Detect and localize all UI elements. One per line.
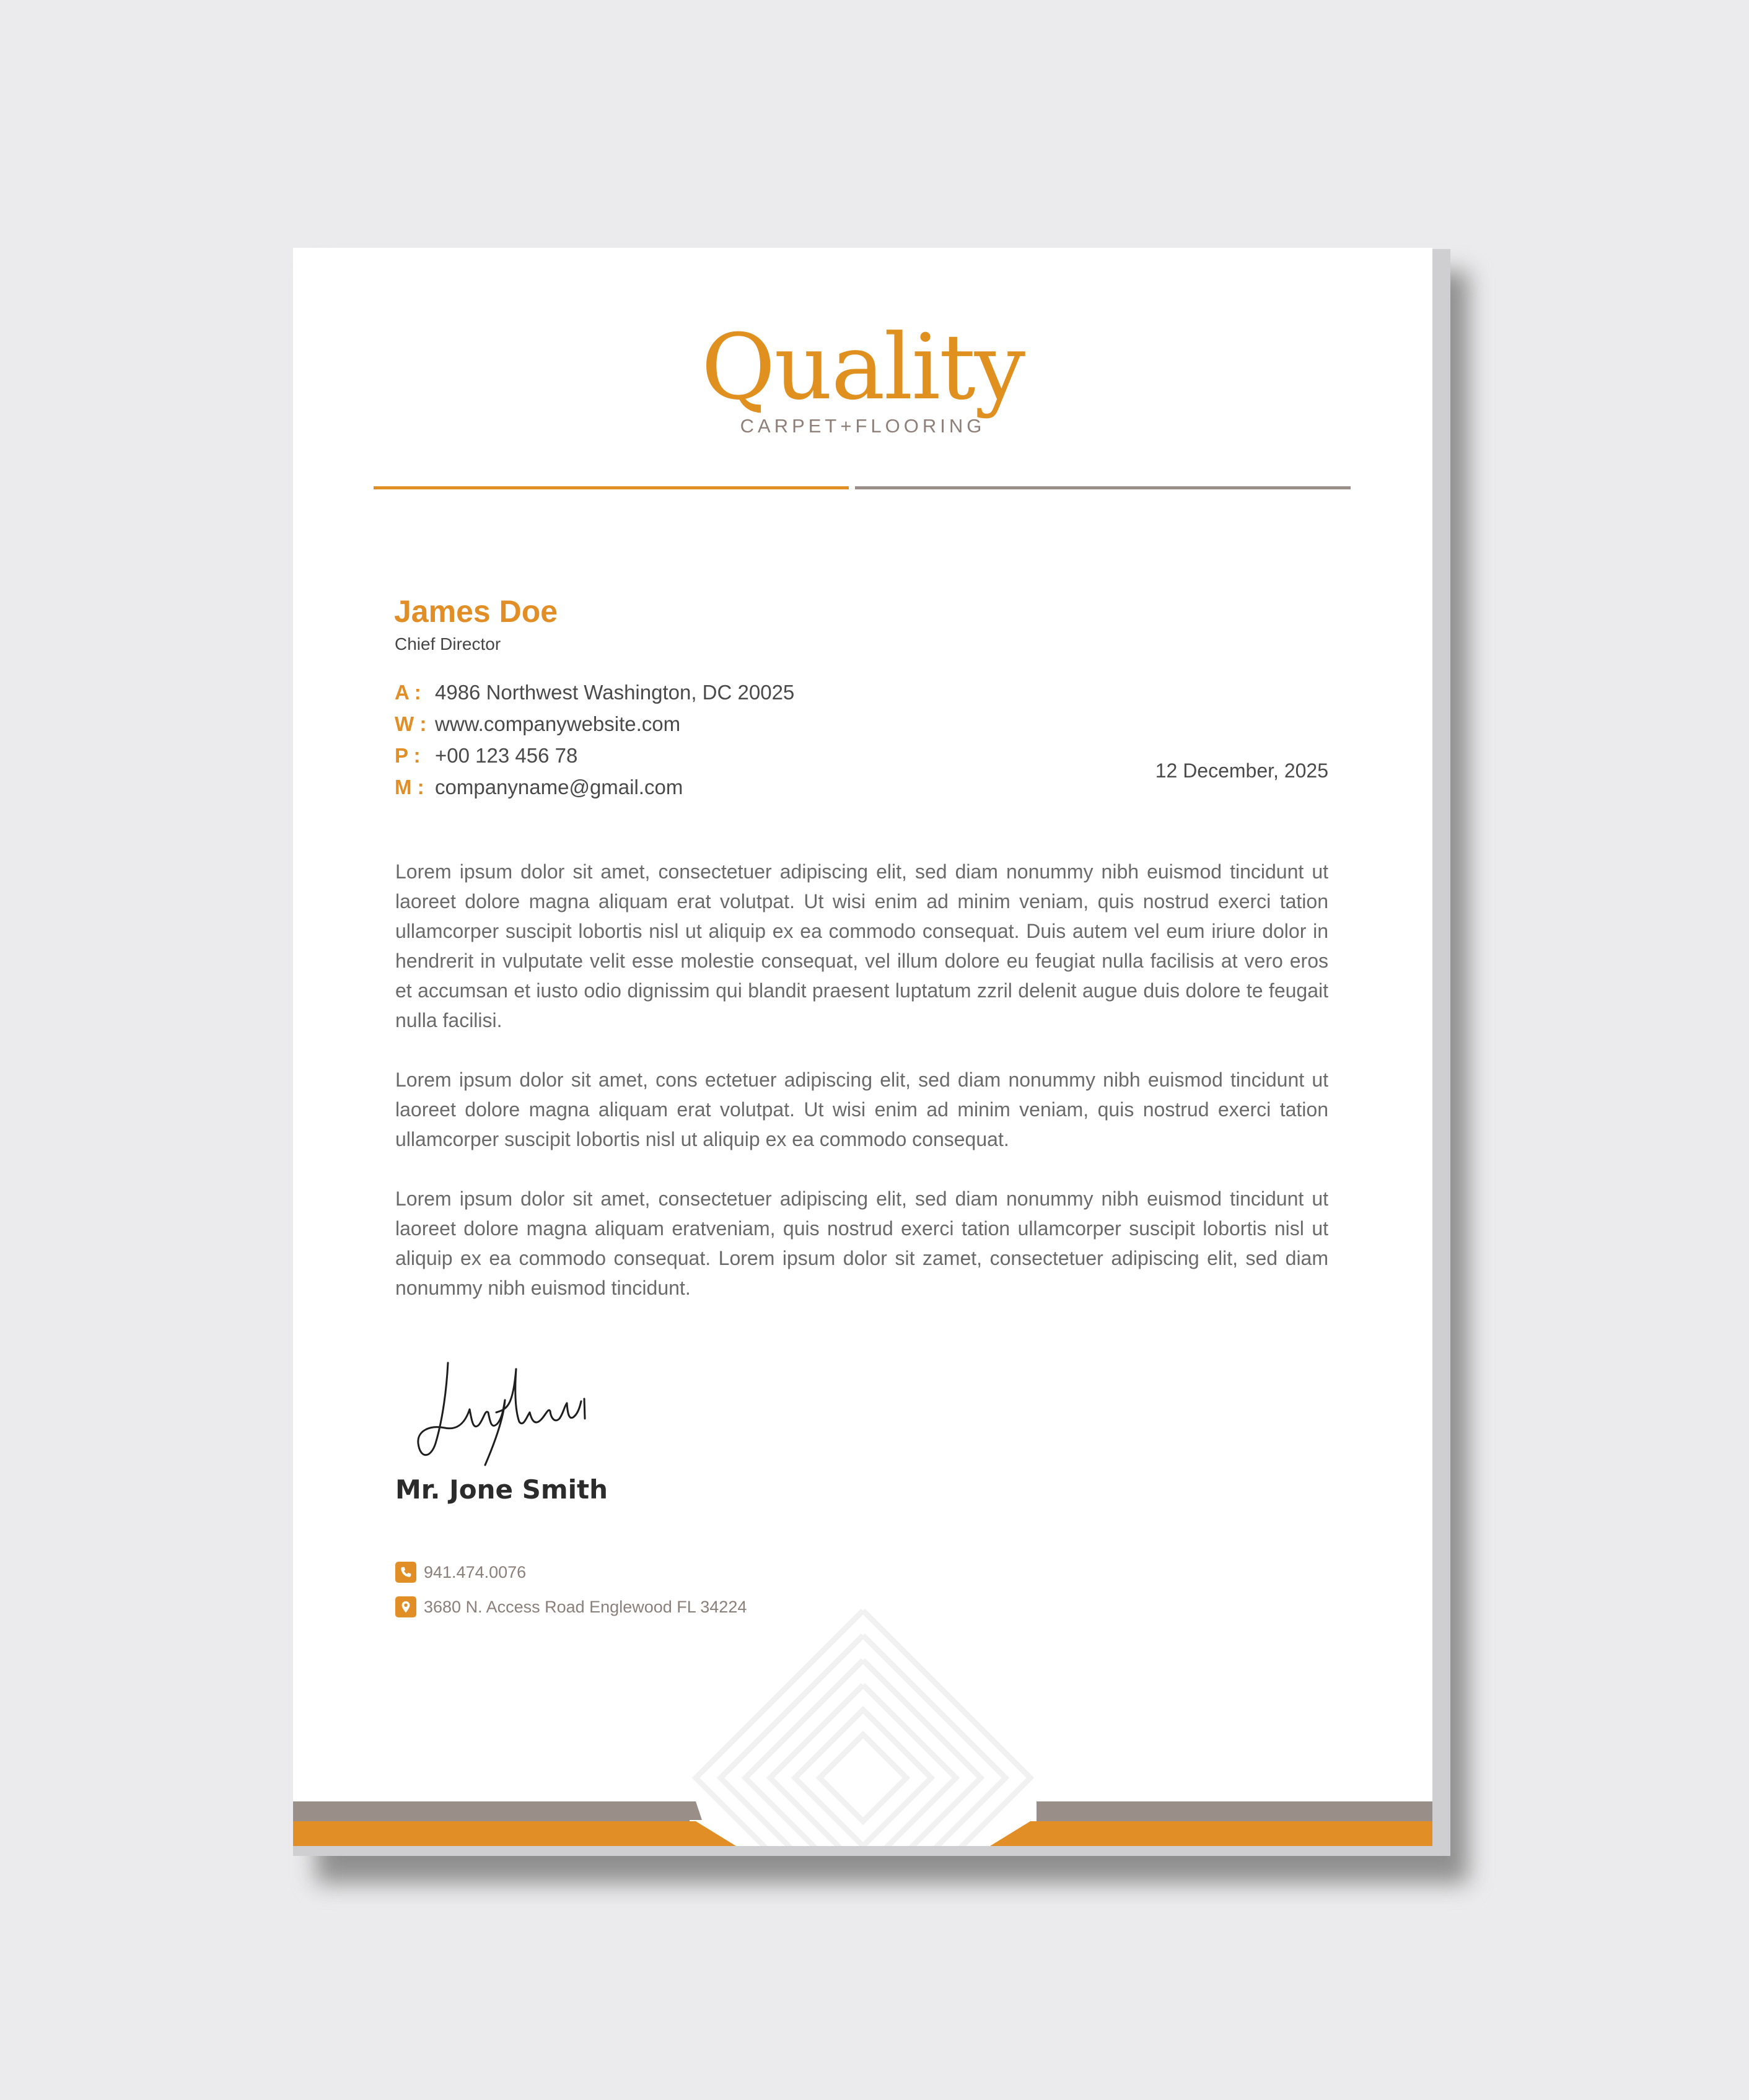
contact-value: 4986 Northwest Washington, DC 20025 [435, 680, 795, 704]
contact-phone [395, 740, 794, 771]
contact-email [395, 771, 794, 803]
contact-value: +00 123 456 78 [435, 743, 578, 767]
contact-key: A : [395, 680, 421, 704]
contact-address [395, 676, 794, 708]
letterhead-page [293, 248, 1432, 1846]
logo-wordmark: Quality [701, 315, 1025, 420]
header-rule-orange [374, 486, 849, 489]
contact-value: companyname@gmail.com [435, 775, 683, 798]
letter-date: 12 December, 2025 [1155, 759, 1328, 782]
sender-title: Chief Director [395, 634, 501, 654]
footer-band [293, 1801, 1432, 1846]
map-pin-icon [395, 1596, 416, 1617]
sender-name: James Doe [394, 594, 558, 629]
contact-value: www.companywebsite.com [435, 712, 681, 735]
contact-key: M : [395, 775, 424, 798]
contact-website [395, 708, 794, 740]
signature-image [411, 1350, 609, 1474]
sender-contact-list [395, 676, 794, 803]
body-paragraph: Lorem ipsum dolor sit amet, consectetuer adipiscing elit, sed diam nonummy nibh euismod tincidunt ut laoreet dolore magna aliquam erat volutpat. Ut wisi enim ad minim veniam, quis nostrud exerci tation ullamcorper suscipit lobortis nisl ut aliquip ex ea commodo consequat. Duis autem vel eum iriure dolor in hendrerit in vulputate velit esse molestie consequat, vel illum dolore eu feugiat nulla facilisis at vero eros et accumsan et iusto odio dignissim qui blandit praesent luptatum zzril delenit augue duis dolore te feugait nulla facilisi. [395, 860, 1328, 1031]
footer-phone: 941.474.0076 [424, 1562, 527, 1582]
letter-body [395, 857, 1328, 1332]
body-paragraph: Lorem ipsum dolor sit amet, consectetuer adipiscing elit, sed diam nonummy nibh euismod tincidunt ut laoreet dolore magna aliquam eratveniam, quis nostrud exerci tation ullamcorper suscipit lobortis nisl ut aliquip ex ea commodo consequat. Lorem ipsum dolor sit zamet, consectetuer adipiscing elit, sed diam nonummy nibh euismod tincidunt. [395, 1188, 1328, 1299]
footer-phone-row [395, 1555, 747, 1590]
company-logo [293, 315, 1432, 437]
footer-address: 3680 N. Access Road Englewood FL 34224 [424, 1597, 747, 1616]
phone-icon [395, 1562, 416, 1583]
contact-key: P : [395, 743, 421, 767]
body-paragraph: Lorem ipsum dolor sit amet, cons ectetuer adipiscing elit, sed diam nonummy nibh euismod tincidunt ut laoreet dolore magna aliquam erat volutpat. Ut wisi enim ad minim veniam, quis nostrud exerci tation ullamcorper suscipit lobortis nisl ut aliquip ex ea commodo consequat. [395, 1069, 1328, 1150]
contact-key: W : [395, 712, 427, 735]
logo-tagline: CARPET+FLOORING [740, 415, 986, 437]
signer-name: Mr. Jone Smith [395, 1474, 608, 1505]
header-rule-gray [855, 486, 1351, 489]
